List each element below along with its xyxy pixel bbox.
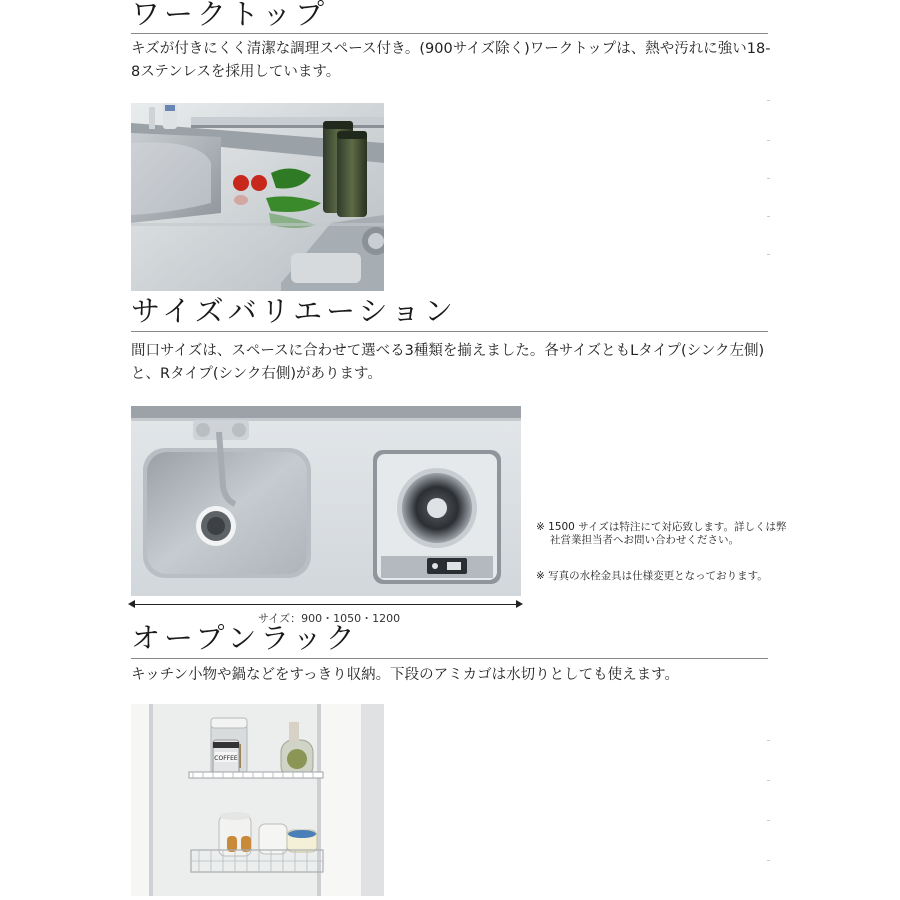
sink-stove-photo [131,406,521,596]
open-rack-description: キッチン小物や鍋などをすっきり収納。下段のアミカゴは水切りとしても使えます。 [131,667,679,683]
margin-tick [767,178,770,179]
sink-stove-illustration [131,406,521,596]
worktop-description: キズが付きにくく清潔な調理スペース付き。(900サイズ除く)ワークトップは、熱や汚れに強い18-8ステンレスを採用しています。 [131,41,771,80]
open-rack-photo [131,704,384,896]
size-label: サイズ：900・1050・1200 [258,612,401,625]
margin-tick [767,254,770,255]
worktop-divider [131,33,768,34]
size-variation-divider [131,331,768,332]
dimension-arrow-right-icon [516,600,523,608]
margin-tick [767,140,770,141]
margin-tick [767,216,770,217]
worktop-illustration [131,103,384,291]
dimension-arrow-left-icon [128,600,135,608]
margin-tick [767,740,770,741]
size-note-1: ※ 1500 サイズは特注にて対応致します。詳しくは弊社営業担当者へお問い合わせください。 [536,521,787,546]
coffee-jar-label: COFFEE [214,755,238,762]
open-rack-divider [131,658,768,659]
open-rack-illustration [131,704,384,896]
worktop-photo [131,103,384,291]
size-dimension-line [131,604,521,605]
margin-tick [767,820,770,821]
margin-tick [767,780,770,781]
margin-tick [767,860,770,861]
size-note-2: ※ 写真の水栓金具は仕様変更となっております。 [536,570,768,582]
size-variation-description: 間口サイズは、スペースに合わせて選べる3種類を揃えました。各サイズともLタイプ(シンク左側)と、Rタイプ(シンク右側)があります。 [131,343,765,382]
open-rack-heading: オープンラック [131,621,359,655]
margin-tick [767,100,770,101]
worktop-heading: ワークトップ [131,0,329,31]
size-variation-heading: サイズバリエーション [131,294,457,328]
